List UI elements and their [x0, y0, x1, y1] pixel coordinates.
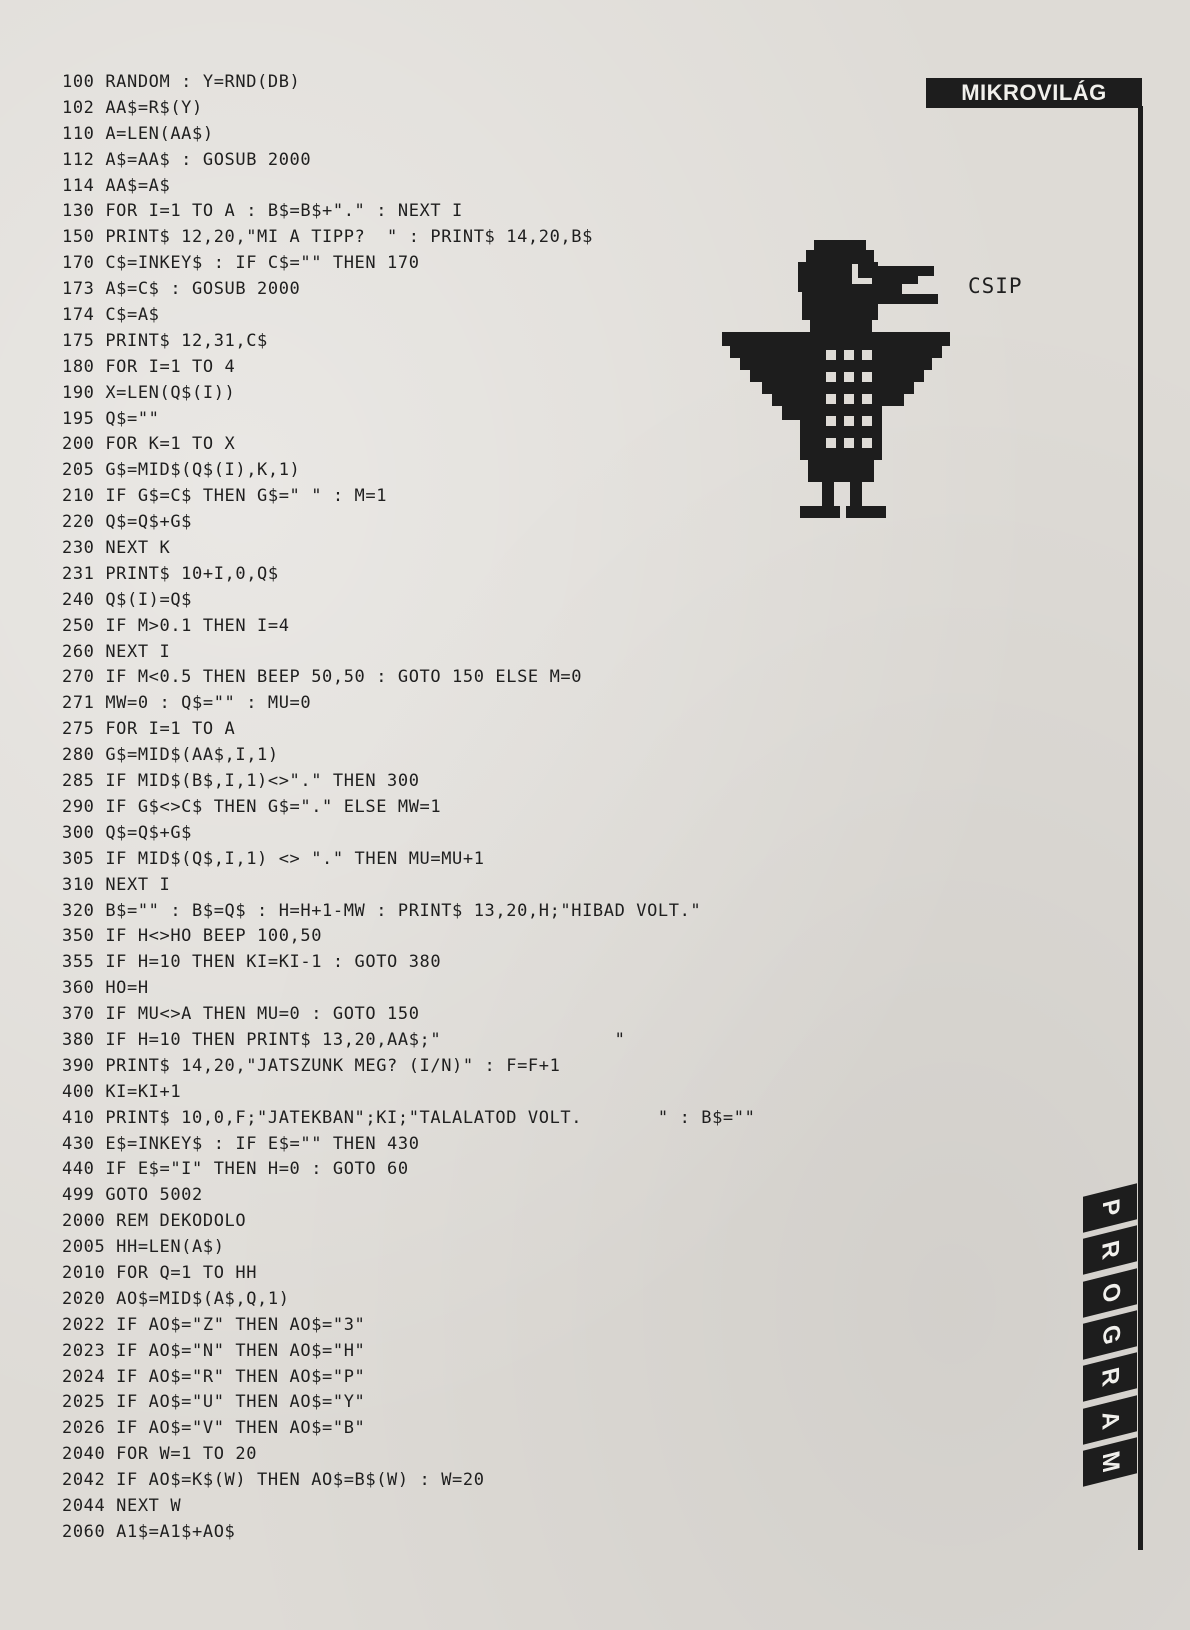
code-line: 174 C$=A$ [62, 305, 160, 326]
code-line: 260 NEXT I [62, 641, 171, 662]
code-line: 100 RANDOM : Y=RND(DB) [62, 72, 301, 92]
code-line: 210 IF G$=C$ THEN G$=" " : M=1 [62, 486, 388, 507]
code-line: 390 PRINT$ 14,20,"JATSZUNK MEG? (I/N)" : F=F+1 [62, 1055, 561, 1076]
code-line: 355 IF H=10 THEN KI=KI-1 : GOTO 380 [62, 952, 442, 973]
code-line: 2040 FOR W=1 TO 20 [62, 1444, 258, 1465]
code-line: 270 IF M<0.5 THEN BEEP 50,50 : GOTO 150 ELSE M=0 [62, 667, 583, 688]
code-line: 200 FOR K=1 TO X [62, 434, 236, 455]
code-line: 2020 AO$=MID$(A$,Q,1) [62, 1288, 290, 1309]
tab-letter [1083, 1310, 1137, 1359]
code-line: 180 FOR I=1 TO 4 [62, 356, 236, 377]
code-line: 2010 FOR Q=1 TO HH [62, 1262, 258, 1283]
code-line: 2022 IF AO$="Z" THEN AO$="3" [62, 1314, 366, 1335]
code-line: 440 IF E$="I" THEN H=0 : GOTO 60 [62, 1159, 409, 1180]
code-line: 240 Q$(I)=Q$ [62, 589, 193, 610]
code-line: 271 MW=0 : Q$="" : MU=0 [62, 693, 312, 714]
bird-caption: CSIP [968, 274, 1023, 298]
code-line: 2042 IF AO$=K$(W) THEN AO$=B$(W) : W=20 [62, 1470, 485, 1491]
tab-letter [1083, 1395, 1137, 1444]
tab-letter-text: P [1096, 1196, 1124, 1220]
code-line: 175 PRINT$ 12,31,C$ [62, 330, 268, 351]
code-line: 370 IF MU<>A THEN MU=0 : GOTO 150 [62, 1004, 420, 1025]
code-line: 285 IF MID$(B$,I,1)<>"." THEN 300 [62, 771, 420, 792]
code-line: 220 Q$=Q$+G$ [62, 512, 193, 533]
code-line: 410 PRINT$ 10,0,F;"JATEKBAN";KI;"TALALATOD VOLT. " : B$="" [62, 1107, 756, 1128]
code-line: 2023 IF AO$="N" THEN AO$="H" [62, 1340, 366, 1361]
code-line: 170 C$=INKEY$ : IF C$="" THEN 170 [62, 253, 420, 274]
code-line: 430 E$=INKEY$ : IF E$="" THEN 430 [62, 1133, 420, 1154]
code-line: 173 A$=C$ : GOSUB 2000 [62, 279, 301, 300]
code-line: 2000 REM DEKODOLO [62, 1211, 247, 1232]
tab-letter-text: A [1097, 1407, 1124, 1432]
code-line: 360 HO=H [62, 978, 149, 999]
code-line: 231 PRINT$ 10+I,0,Q$ [62, 563, 279, 584]
code-line: 310 NEXT I [62, 874, 171, 895]
code-line: 2060 A1$=A1$+AO$ [62, 1521, 236, 1542]
code-line: 110 A=LEN(AA$) [62, 123, 214, 144]
code-line: 280 G$=MID$(AA$,I,1) [62, 745, 279, 766]
tab-letter [1083, 1226, 1137, 1275]
code-line: 190 X=LEN(Q$(I)) [62, 382, 236, 403]
code-line: 230 NEXT K [62, 538, 171, 559]
tab-letter [1083, 1437, 1137, 1486]
tab-letter [1083, 1353, 1137, 1402]
code-line: 195 Q$="" [62, 408, 160, 429]
tab-letter-text: O [1096, 1279, 1124, 1306]
code-line: 400 KI=KI+1 [62, 1081, 182, 1102]
code-line: 102 AA$=R$(Y) [62, 97, 203, 118]
code-line: 350 IF H<>HO BEEP 100,50 [62, 926, 323, 947]
code-line: 499 GOTO 5002 [62, 1185, 203, 1206]
code-line: 320 B$="" : B$=Q$ : H=H+1-MW : PRINT$ 13,20,H;"HIBAD VOLT." [62, 900, 702, 921]
tab-letter [1083, 1183, 1137, 1232]
code-line: 290 IF G$<>C$ THEN G$="." ELSE MW=1 [62, 796, 442, 817]
code-line: 300 Q$=Q$+G$ [62, 822, 193, 843]
code-line: 2024 IF AO$="R" THEN AO$="P" [62, 1366, 366, 1387]
program-listing [62, 70, 982, 1546]
code-line: 275 FOR I=1 TO A [62, 719, 236, 740]
code-line: 112 A$=AA$ : GOSUB 2000 [62, 149, 312, 170]
code-line: 130 FOR I=1 TO A : B$=B$+"." : NEXT I [62, 201, 463, 222]
tab-letter [1083, 1268, 1137, 1317]
code-line: 380 IF H=10 THEN PRINT$ 13,20,AA$;" " [62, 1029, 626, 1050]
code-line: 305 IF MID$(Q$,I,1) <> "." THEN MU=MU+1 [62, 848, 485, 869]
tab-letter-text: R [1097, 1238, 1124, 1263]
program-section-tab [1083, 1190, 1143, 1480]
code-line: 250 IF M>0.1 THEN I=4 [62, 615, 290, 636]
code-line: 2005 HH=LEN(A$) [62, 1237, 225, 1258]
tab-letter-text: R [1097, 1365, 1124, 1390]
code-line: 2026 IF AO$="V" THEN AO$="B" [62, 1418, 366, 1439]
code-line: 205 G$=MID$(Q$(I),K,1) [62, 460, 301, 481]
magazine-title: MIKROVILÁG [926, 78, 1142, 108]
code-line: 150 PRINT$ 12,20,"MI A TIPP? " : PRINT$ 14,20,B$ [62, 227, 593, 248]
tab-letter-text: G [1096, 1322, 1124, 1348]
tab-letter-text: M [1097, 1448, 1124, 1476]
code-line: 2025 IF AO$="U" THEN AO$="Y" [62, 1392, 366, 1413]
code-line: 114 AA$=A$ [62, 175, 171, 196]
code-line: 2044 NEXT W [62, 1495, 182, 1516]
